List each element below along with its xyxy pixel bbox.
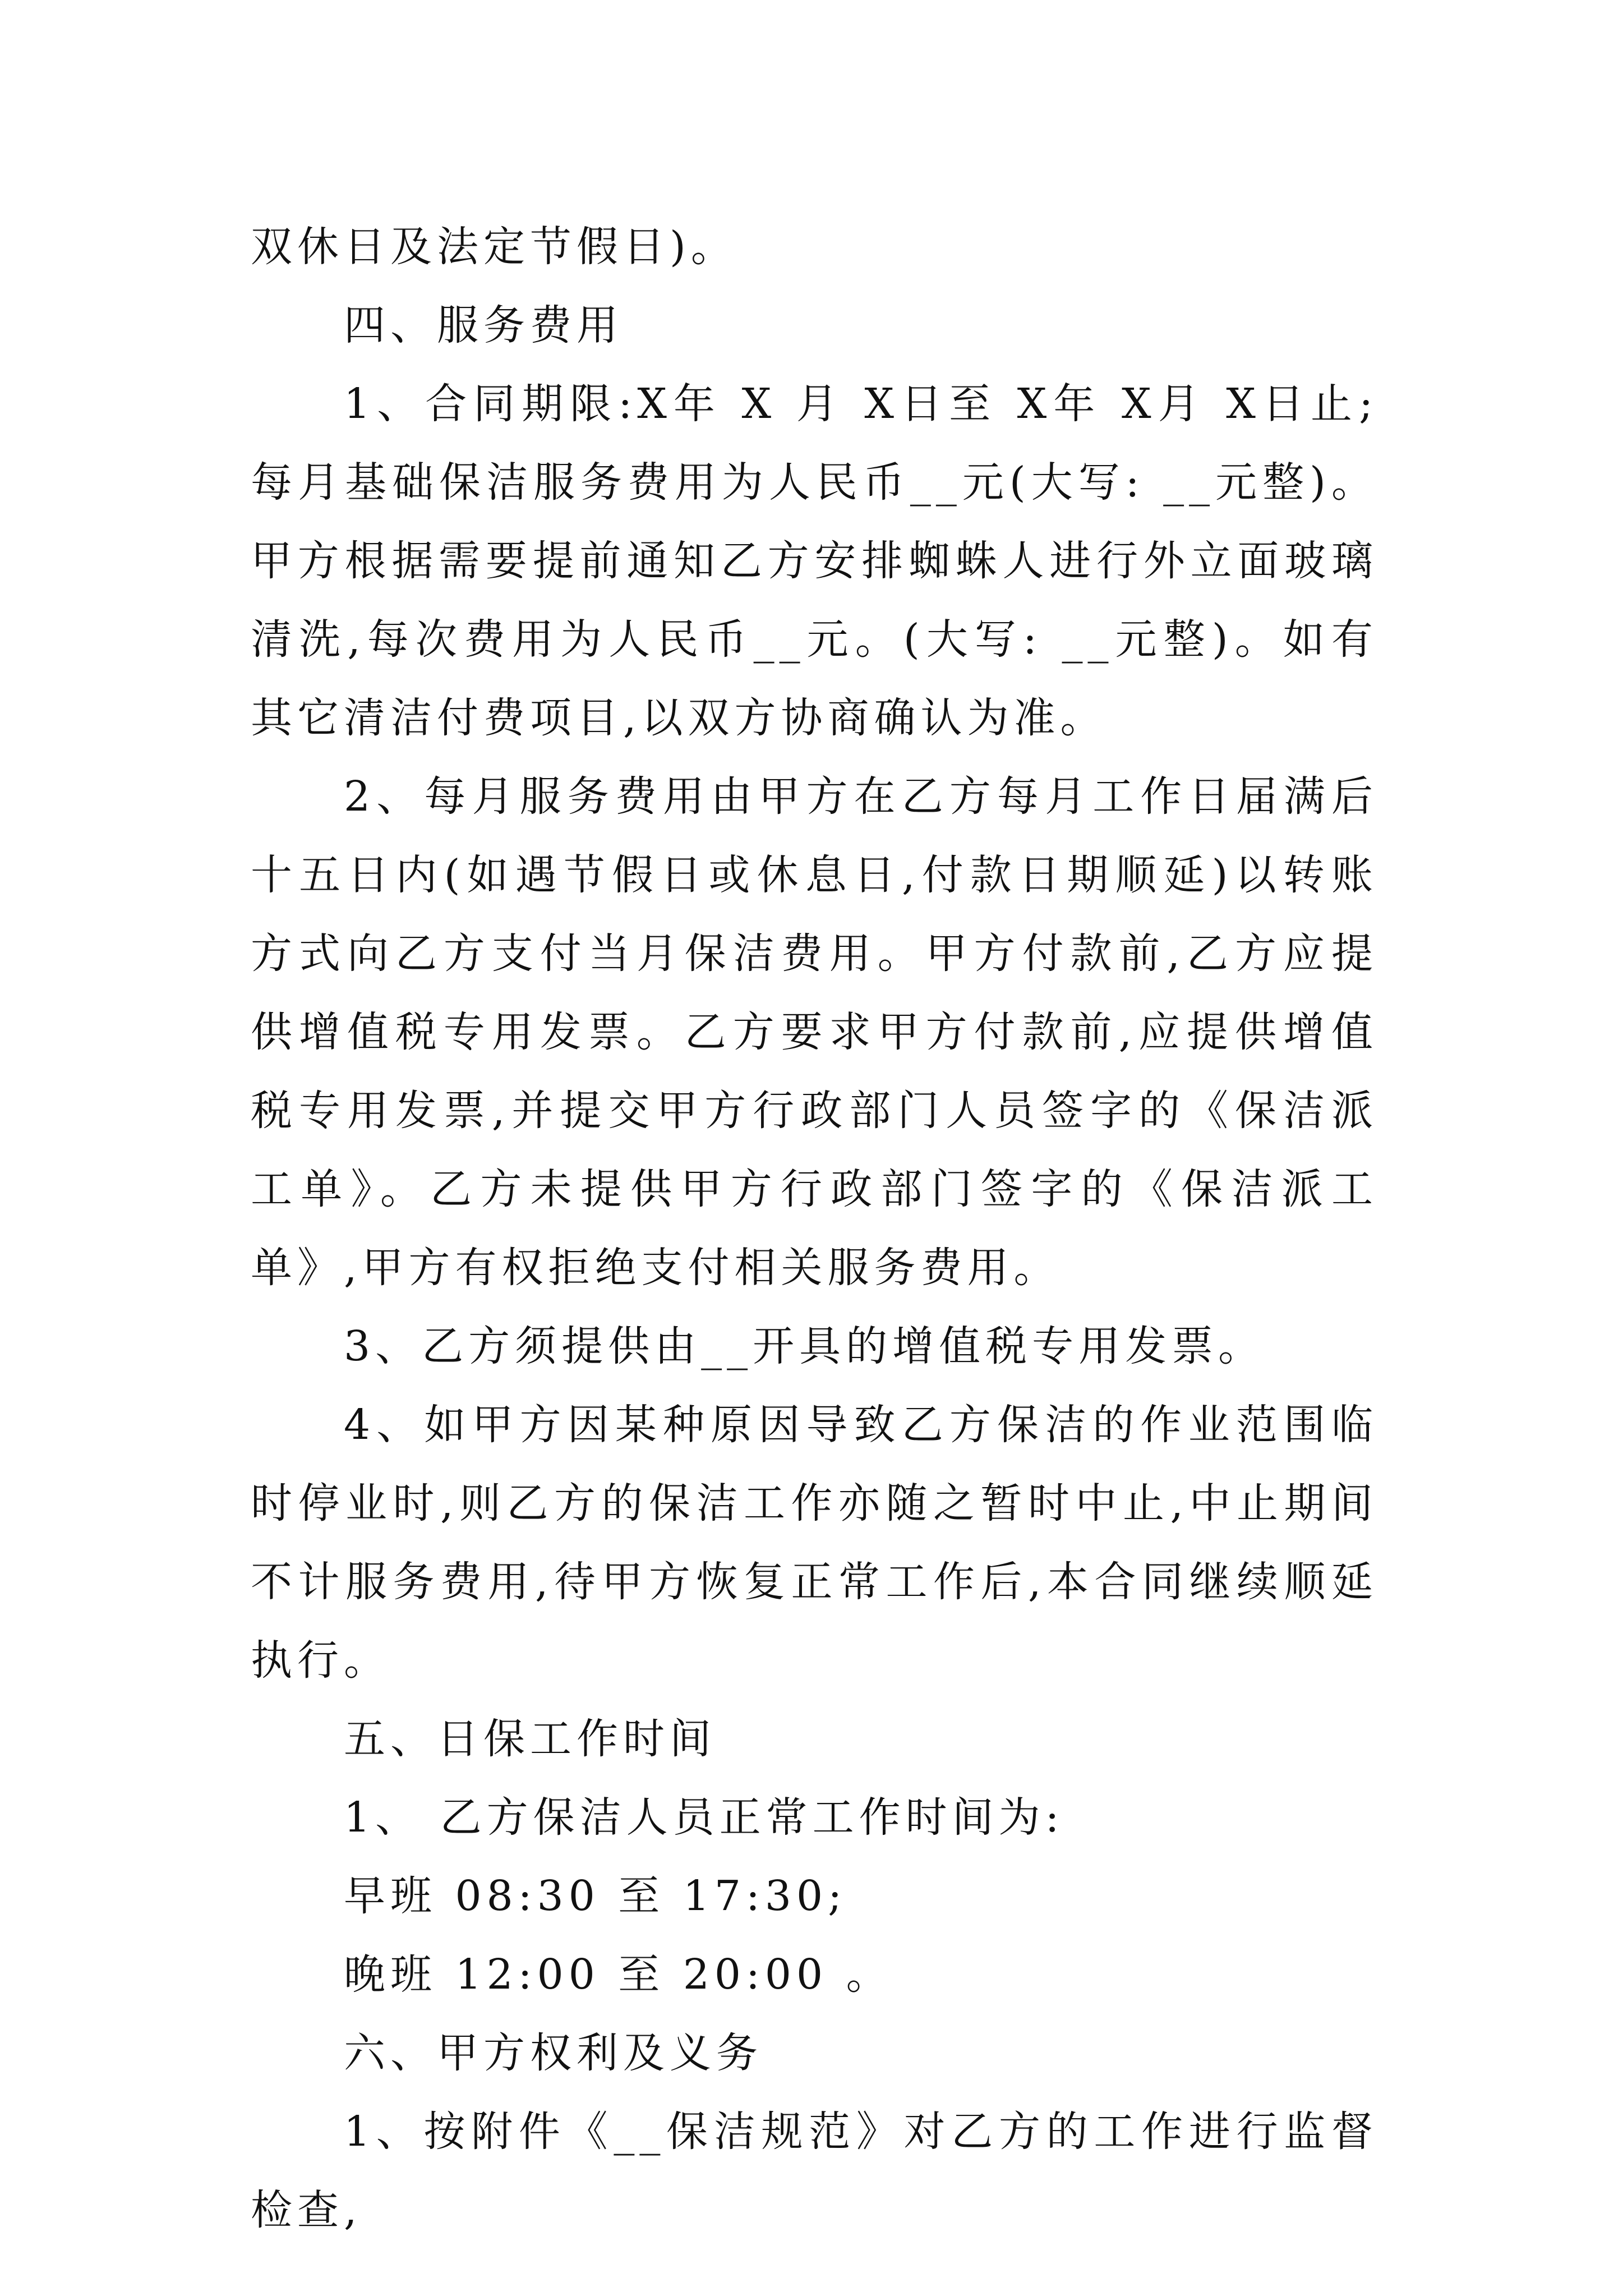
- paragraph-working-hours-intro: 1、 乙方保洁人员正常工作时间为:: [344, 1793, 1064, 1842]
- section-heading-working-hours: 五、日保工作时间: [344, 1715, 716, 1763]
- paragraph-contract-term-fees: 1、合同期限:X年 X 月 X日至 X年 X月 X日止;每月基础保洁服务费用为人民币__元(大写: __元整)。甲方根据需要提前通知乙方安排蜘蛛人进行外立面玻璃清洗,每次费用为人民币__元。(大写: __元整)。如有其它清洁付费项目,以双方协商确认为准。: [251, 380, 1378, 742]
- paragraph-suspension: 4、如甲方因某种原因导致乙方保洁的作业范围临时停业时,则乙方的保洁工作亦随之暂时中止,中止期间不计服务费用,待甲方恢复正常工作后,本合同继续顺延执行。: [251, 1401, 1378, 1685]
- paragraph-supervision: 1、按附件《__保洁规范》对乙方的工作进行监督检查,: [251, 2108, 1378, 2234]
- paragraph-continuation: 双休日及法定节假日)。: [251, 223, 737, 271]
- paragraph-invoice-issuer: 3、乙方须提供由__开具的增值税专用发票。: [344, 1322, 1265, 1370]
- document-body: [251, 208, 1378, 2249]
- section-heading-party-a-rights: 六、甲方权利及义务: [344, 2029, 763, 2077]
- paragraph-morning-shift: 早班 08:30 至 17:30;: [344, 1872, 847, 1920]
- paragraph-monthly-payment: 2、每月服务费用由甲方在乙方每月工作日届满后 十五日内(如遇节假日或休息日,付款日期顺延)以转账方式向乙方支付当月保洁费用。甲方付款前,乙方应提供增值税专用发票。乙方要求甲方付款前,应提供增值税专用发票,并提交甲方行政部门人员签字的《保洁派工单》。乙方未提供甲方行政部门签字的《保洁派工单》,甲方有权拒绝支付相关服务费用。: [251, 772, 1378, 1292]
- paragraph-evening-shift: 晚班 12:00 至 20:00 。: [344, 1950, 893, 1999]
- section-heading-service-fees: 四、服务费用: [344, 301, 623, 349]
